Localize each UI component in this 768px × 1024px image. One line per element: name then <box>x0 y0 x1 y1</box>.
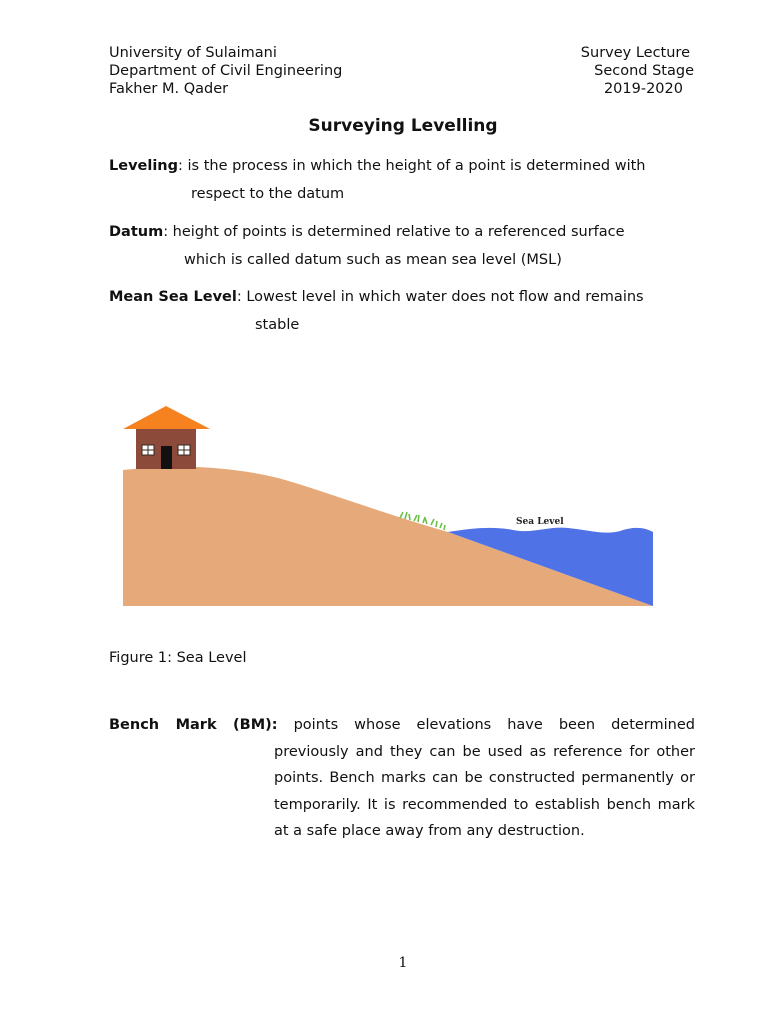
bench-mark-first-line: points whose elevations have been determined <box>293 717 695 733</box>
page-number: 1 <box>398 955 408 971</box>
header-year: 2019-2020 <box>603 81 683 97</box>
header-left <box>109 44 342 98</box>
bench-mark-section <box>109 712 695 845</box>
header-course: Survey Lecture <box>580 45 690 61</box>
bench-mark-body: previously and they can be used as reference for other points. Bench marks can be constructed permanently or temporarily. It is recommended to establish bench mark at a safe place away from any destruction. <box>274 743 695 840</box>
definition-datum-text: : height of points is determined relative to a referenced surface <box>163 224 625 240</box>
sea-level-figure <box>118 400 658 615</box>
term-msl: Mean Sea Level <box>109 289 237 305</box>
definition-msl-text: : Lowest level in which water does not flow and remains <box>236 289 644 305</box>
header-author: Fakher M. Qader <box>109 81 229 97</box>
header-university: University of Sulaimani <box>109 45 277 61</box>
definition-datum-continuation: which is called datum such as mean sea level (MSL) <box>184 252 562 268</box>
term-datum: Datum <box>109 224 164 240</box>
header-stage: Second Stage <box>594 63 694 79</box>
definition-leveling-continuation: respect to the datum <box>191 186 345 202</box>
definition-datum <box>109 218 709 274</box>
house-icon <box>123 406 210 469</box>
page-title: Surveying Levelling <box>308 116 498 136</box>
figure-caption: Figure 1: Sea Level <box>109 650 247 666</box>
header-department: Department of Civil Engineering <box>109 63 343 79</box>
definition-msl <box>109 283 709 339</box>
sea-level-label: Sea Level <box>516 517 564 527</box>
definition-msl-continuation: stable <box>255 317 300 333</box>
header-right <box>560 44 694 98</box>
term-leveling: Leveling <box>109 158 179 174</box>
term-bench-mark: Bench Mark (BM): <box>109 717 278 733</box>
definition-leveling <box>109 152 709 208</box>
definition-leveling-text: : is the process in which the height of a point is determined with <box>178 158 646 174</box>
